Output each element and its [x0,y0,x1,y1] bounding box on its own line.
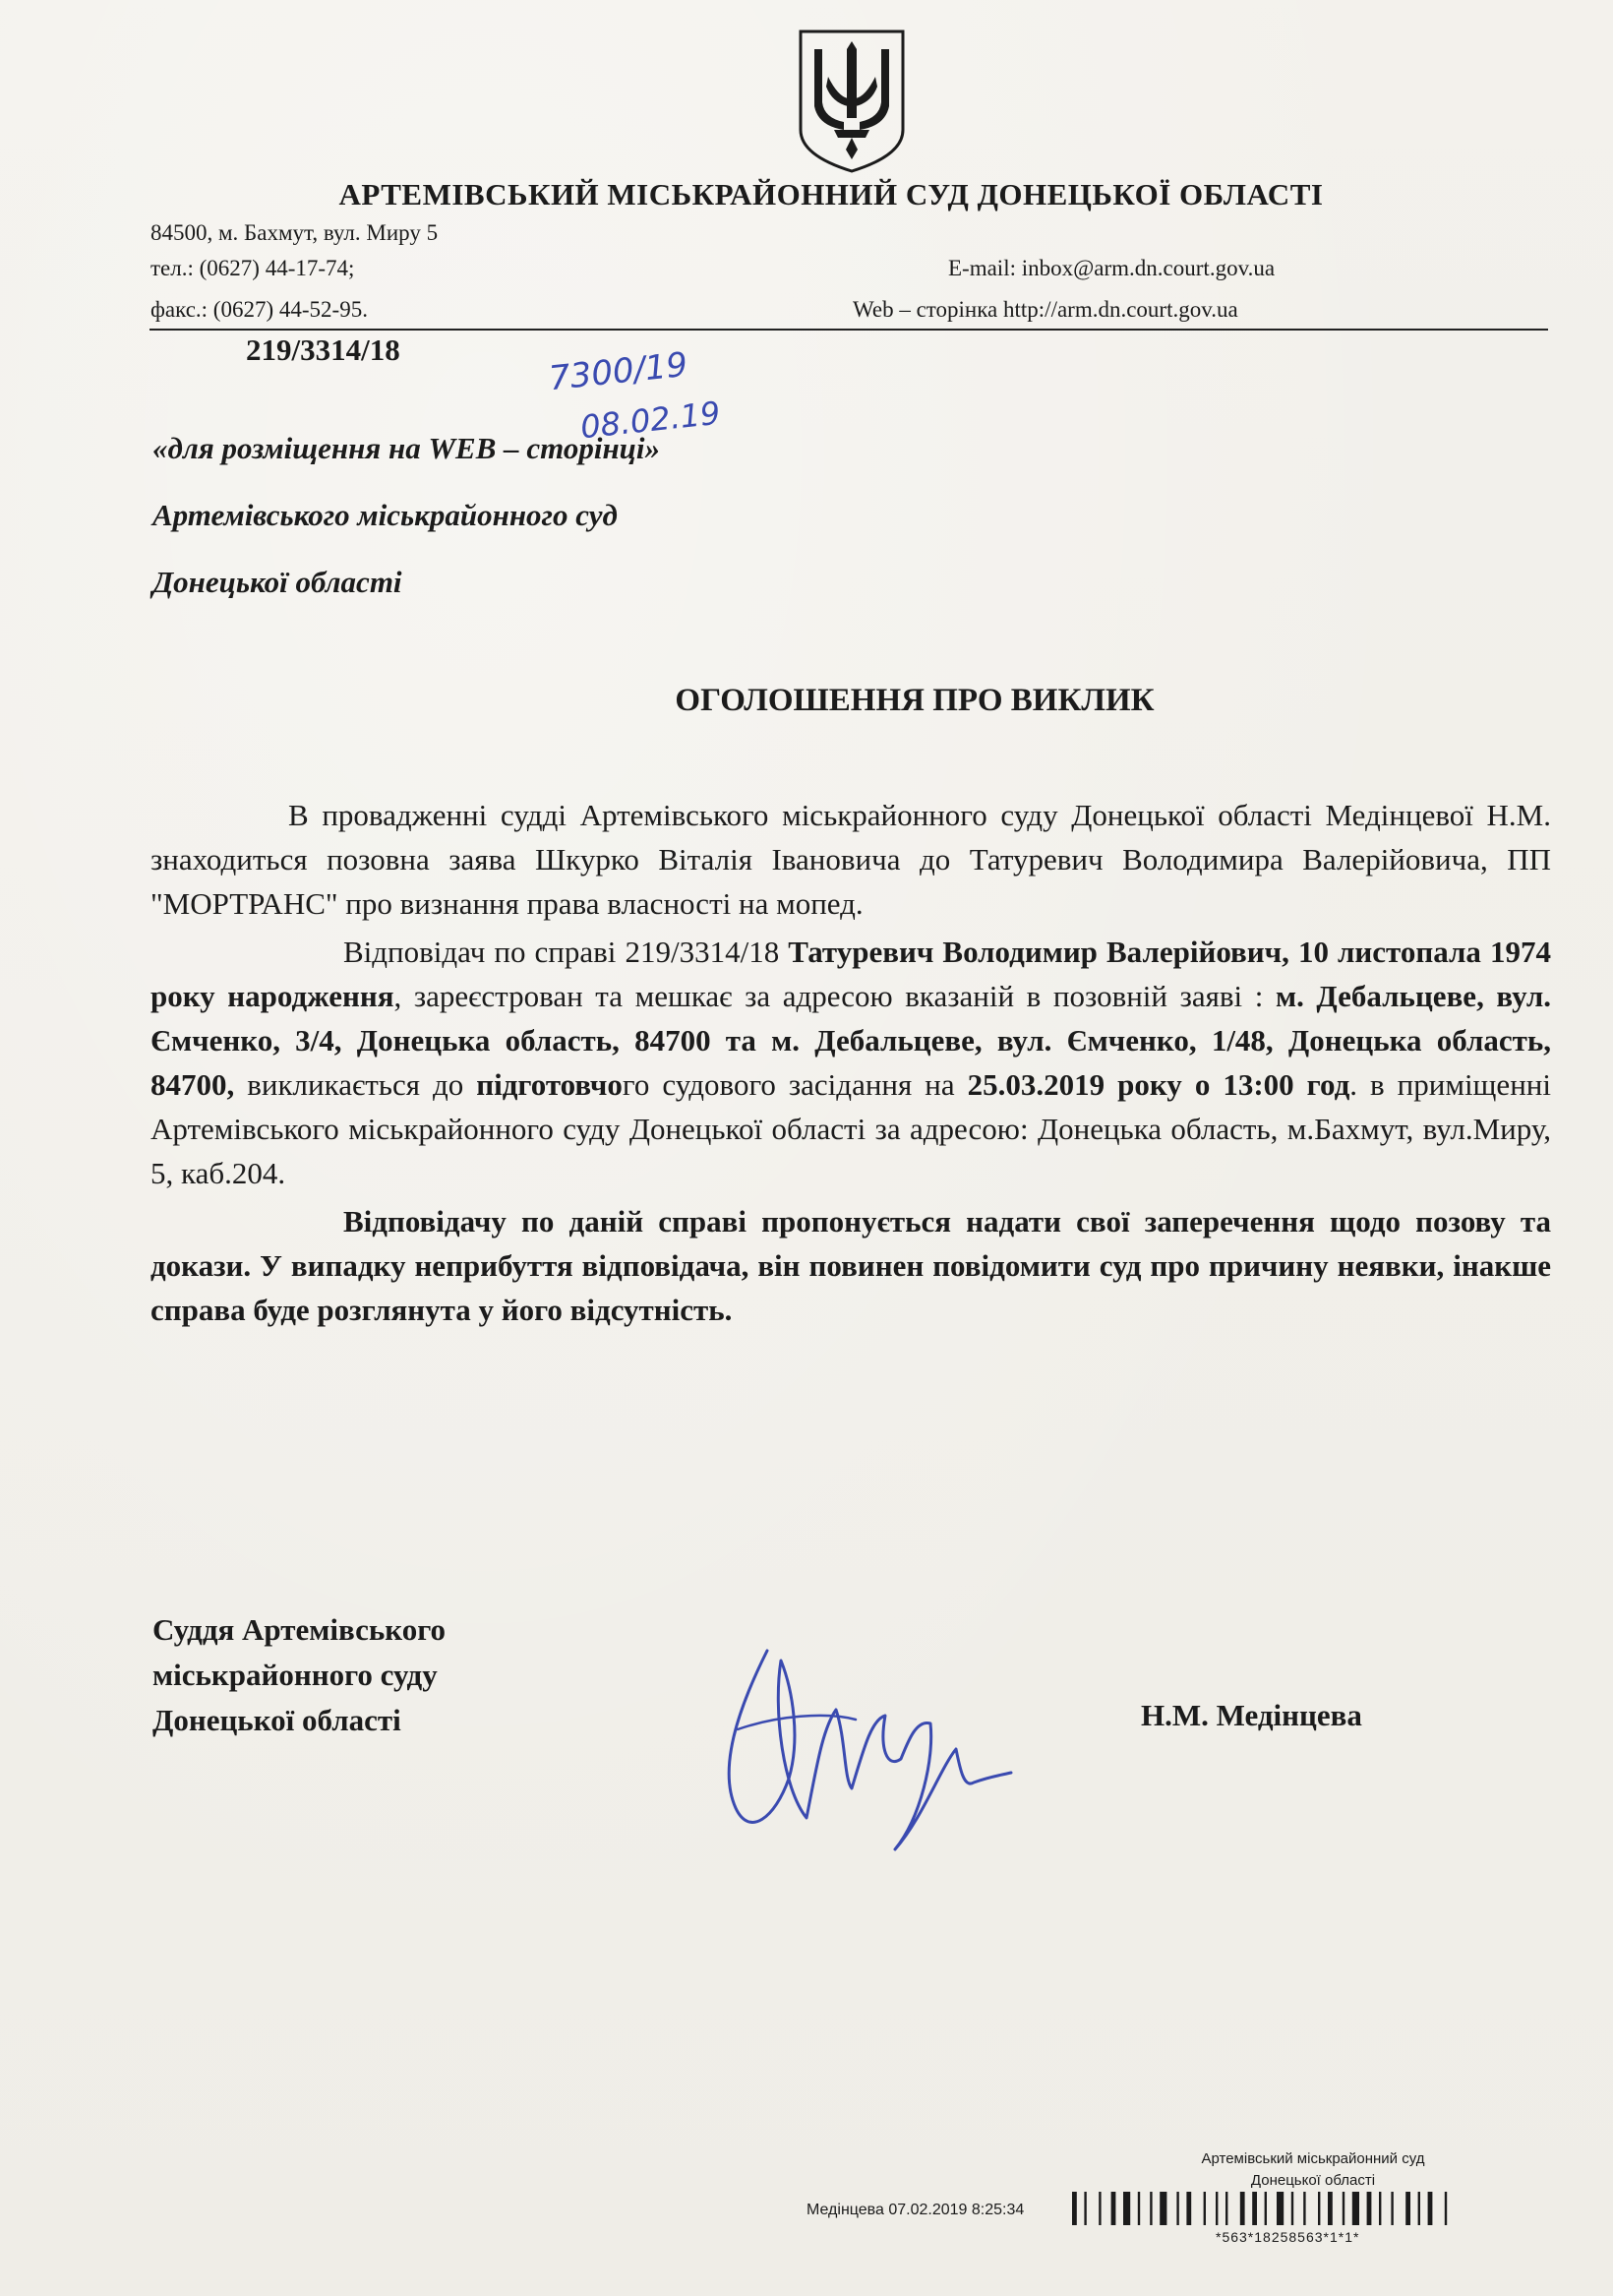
barcode-bar [1160,2192,1166,2225]
p2-text-f: підготовчо [476,1067,623,1102]
handwritten-signature [698,1621,1013,1857]
judge-title-line-2: міськрайонного суду [152,1658,438,1692]
coat-of-arms-icon [795,28,909,175]
body-paragraph-1: В провадженні судді Артемівського міськрайонного суду Донецької області Медінцевої Н.М. знаходиться позовна заява Шкурко Віталія Івановича до Татуревич Володимира Валерійовича, ПП "МОРТРАНС" про визнання права власності на мопед. [150,798,1551,921]
registry-meta: Медінцева 07.02.2019 8:25:34 [806,2202,1025,2218]
registry-court-region: Донецької області [1250,2172,1376,2189]
document-title: ОГОЛОШЕННЯ ПРО ВИКЛИК [675,683,1155,718]
body-paragraph-3 [150,1199,1551,1332]
barcode-bar [1291,2192,1293,2225]
barcode-bar [1099,2192,1101,2225]
case-number: 219/3314/18 [246,332,400,367]
hearing-date-time: 25.03.2019 року о 13:00 год [967,1067,1350,1102]
barcode-bar [1111,2192,1116,2225]
judge-title-block [152,1607,446,1743]
barcode-bar [1303,2192,1305,2225]
p2-text-e: викликається до [234,1067,477,1102]
barcode-bar [1277,2192,1284,2225]
p2-text-c: , зареєстрован та мешкає за адресою вказаній в позовній заяві : [393,979,1276,1013]
barcode-bar [1352,2192,1359,2225]
barcode-bar [1252,2192,1257,2225]
registry-court-name: Артемівський міськрайонний суд [1201,2150,1425,2167]
barcode-bar [1186,2192,1191,2225]
p2-text-g: го судового засідання на [622,1067,968,1102]
barcode-bar [1318,2192,1320,2225]
document-body [150,793,1551,1336]
barcode-bar [1428,2192,1433,2225]
judge-title-line-3: Донецької області [152,1703,401,1737]
handwritten-registration-number: 7300/19 [547,344,689,399]
header-divider [149,329,1548,331]
barcode-bar [1225,2192,1227,2225]
barcode-bar [1176,2192,1178,2225]
barcode-bar [1084,2192,1086,2225]
court-name: АРТЕМІВСЬКИЙ МІСЬКРАЙОННИЙ СУД ДОНЕЦЬКОЇ ОБЛАСТІ [338,177,1324,211]
registry-barcode [1072,2192,1554,2225]
barcode-bar [1072,2192,1077,2225]
barcode-bar [1123,2192,1130,2225]
barcode-bar [1379,2192,1381,2225]
destination-line-1: «для розміщення на WEB – сторінці» [152,431,661,465]
barcode-bar [1405,2192,1410,2225]
barcode-bar [1328,2192,1333,2225]
court-email: E-mail: inbox@arm.dn.court.gov.ua [948,256,1276,280]
body-paragraph-2 [150,930,1551,1195]
barcode-bar [1445,2192,1447,2225]
barcode-bar [1343,2192,1344,2225]
barcode-text: *563*18258563*1*1* [1216,2229,1360,2245]
handwritten-registration-date: 08.02.19 [578,393,723,447]
p3-text: Відповідачу по даній справі пропонується надати свої заперечення щодо позову та докази. У випадку неприбуття відповідача, він повинен повідомити суд про причину неявки, інакше справа буде розглянута у його відсутність. [150,1204,1551,1327]
barcode-bar [1204,2192,1206,2225]
defendant-addresses: м. Дебальцеве, вул. Ємченко, 3/4, Донецька область, 84700 та м. Дебальцеве, вул. Ємченко, 1/48, Донецька область, 84700, [150,979,1551,1102]
court-phone: тел.: (0627) 44-17-74; [150,256,355,280]
court-address: 84500, м. Бахмут, вул. Миру 5 [150,220,439,245]
barcode-bar [1418,2192,1420,2225]
defendant-name-birth: Татуревич Володимир Валерійович, 10 листопала 1974 року народження [150,935,1551,1013]
signer-name: Н.М. Медінцева [1141,1698,1362,1732]
p2-text-i: . в приміщенні Артемівського міськрайонного суду Донецької області за адресою: Донецька область, м.Бахмут, вул.Миру, 5, каб.204. [150,1067,1551,1190]
barcode-bar [1391,2192,1393,2225]
barcode-bar [1240,2192,1245,2225]
barcode-bar [1265,2192,1267,2225]
barcode-bar [1367,2192,1372,2225]
barcode-bar [1150,2192,1152,2225]
court-fax: факс.: (0627) 44-52-95. [150,297,368,322]
judge-title-line-1: Суддя Артемівського [152,1612,447,1647]
barcode-bar [1216,2192,1218,2225]
destination-line-3: Донецької області [152,565,402,599]
p2-text-a: Відповідач по справі 219/3314/18 [343,935,789,969]
destination-line-2: Артемівського міськрайонного суд [152,498,618,532]
court-website: Web – сторінка http://arm.dn.court.gov.ua [853,297,1238,322]
barcode-bar [1138,2192,1140,2225]
